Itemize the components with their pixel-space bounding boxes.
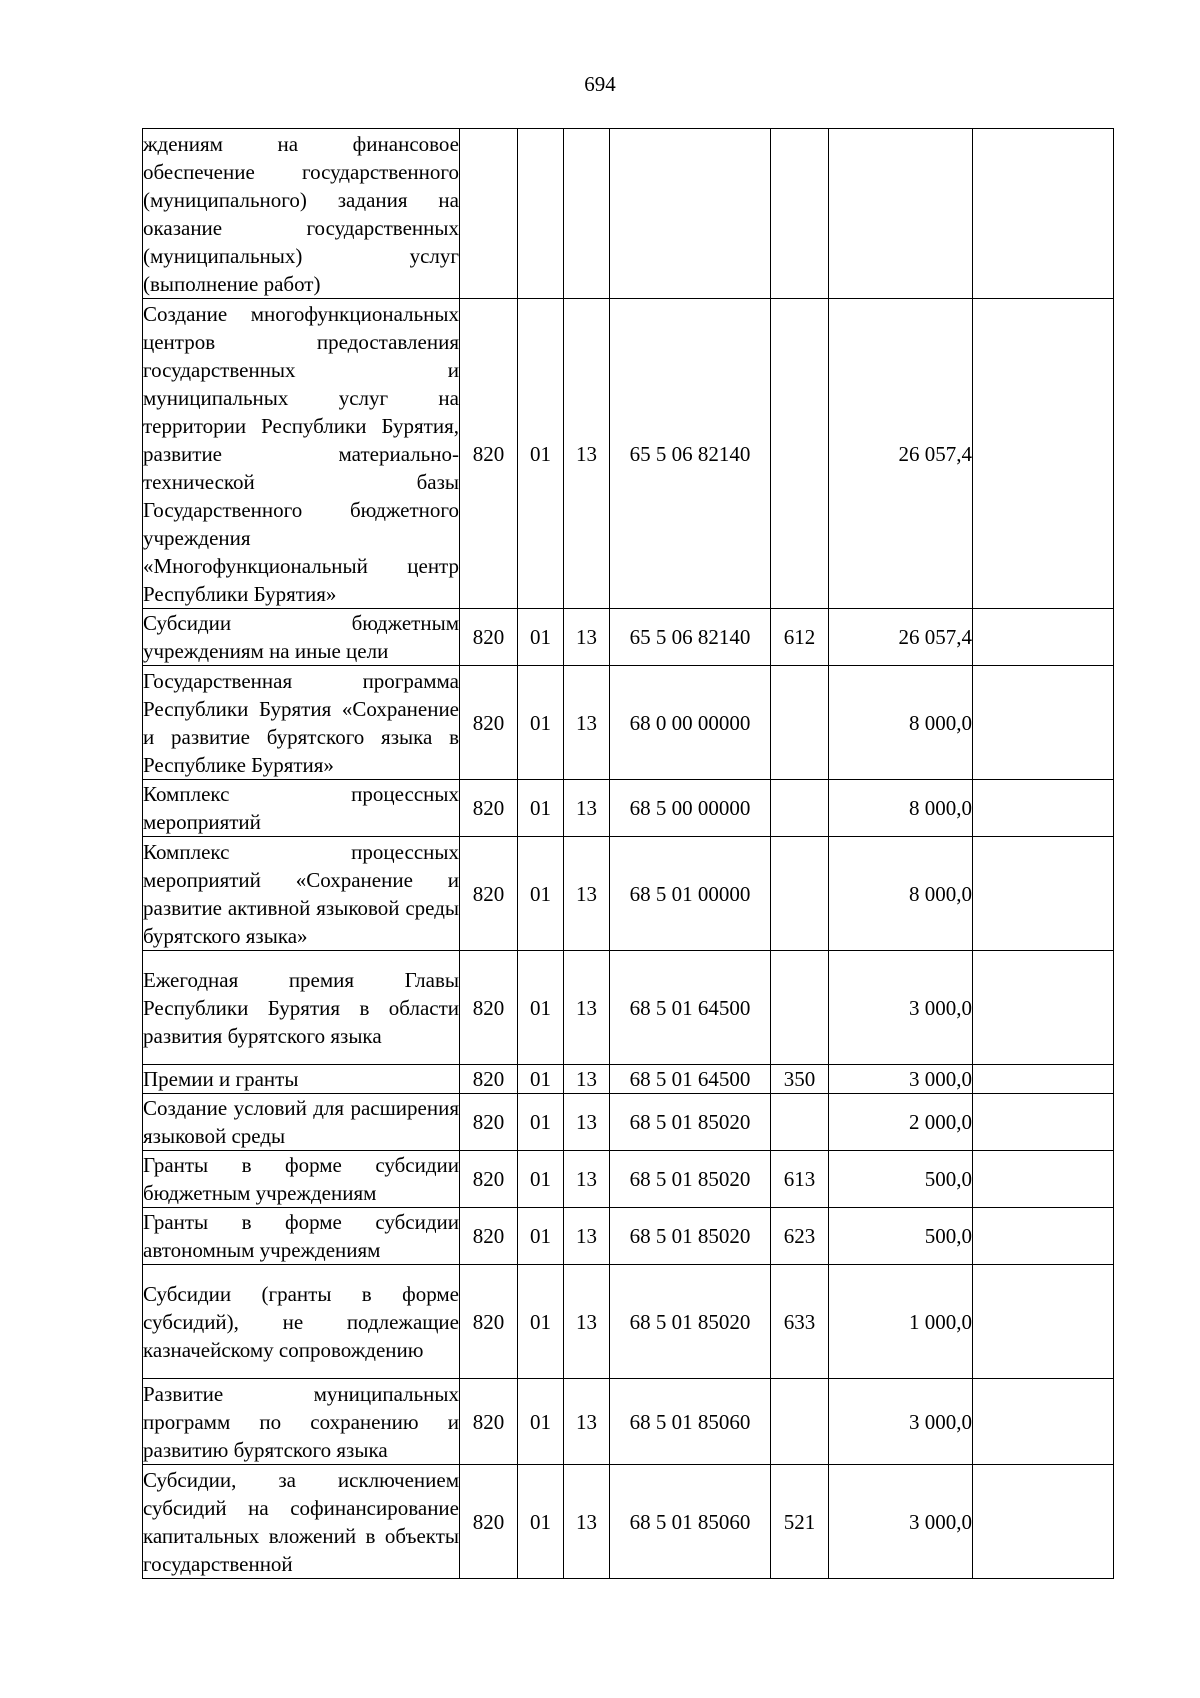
cell-vr [771,129,829,299]
cell-vr [771,780,829,837]
cell-extra [973,951,1114,1065]
row-name: Субсидии (гранты в форме субсидий), не подлежащие казначейскому сопровождению [143,1265,460,1379]
cell-rz [518,129,564,299]
cell-rz: 01 [518,1465,564,1579]
cell-ved [460,129,518,299]
cell-sum: 3 000,0 [829,1465,973,1579]
cell-sum: 8 000,0 [829,837,973,951]
cell-sum: 26 057,4 [829,609,973,666]
cell-ved: 820 [460,1151,518,1208]
cell-vr: 633 [771,1265,829,1379]
table-row [143,1151,1114,1208]
cell-rz: 01 [518,1094,564,1151]
cell-rz: 01 [518,780,564,837]
cell-rz: 01 [518,1208,564,1265]
cell-csr: 68 5 01 64500 [610,1065,771,1094]
cell-pr: 13 [564,1265,610,1379]
cell-csr [610,129,771,299]
cell-pr: 13 [564,780,610,837]
cell-ved: 820 [460,1265,518,1379]
cell-rz: 01 [518,837,564,951]
row-name: Ежегодная премия Главы Республики Бурятия в области развития бурятского языка [143,951,460,1065]
row-name: Комплекс процессных мероприятий [143,780,460,837]
row-name: Комплекс процессных мероприятий «Сохранение и развитие активной языковой среды бурятского языка» [143,837,460,951]
cell-extra [973,666,1114,780]
cell-extra [973,780,1114,837]
cell-pr: 13 [564,609,610,666]
cell-rz: 01 [518,1065,564,1094]
cell-sum: 1 000,0 [829,1265,973,1379]
cell-csr: 68 5 01 85020 [610,1208,771,1265]
row-name: Гранты в форме субсидии автономным учреждениям [143,1208,460,1265]
cell-csr: 68 5 01 85060 [610,1465,771,1579]
cell-ved: 820 [460,1065,518,1094]
table-row [143,1265,1114,1379]
cell-rz: 01 [518,666,564,780]
page-number: 694 [584,72,616,96]
table-row [143,1065,1114,1094]
cell-sum: 500,0 [829,1151,973,1208]
cell-vr: 623 [771,1208,829,1265]
cell-ved: 820 [460,837,518,951]
row-name: Создание многофункциональных центров предоставления государственных и муниципальных услуг на территории Республики Бурятия, развитие материально-технической базы Государственного бюджетного учреждения «Многофункциональный центр Республики Бурятия» [143,299,460,609]
cell-csr: 68 5 00 00000 [610,780,771,837]
cell-extra [973,1379,1114,1465]
cell-sum: 500,0 [829,1208,973,1265]
cell-rz: 01 [518,1379,564,1465]
table-row [143,1465,1114,1579]
budget-table [142,128,1114,1579]
cell-sum: 8 000,0 [829,666,973,780]
cell-extra [973,1094,1114,1151]
cell-extra [973,1265,1114,1379]
cell-pr: 13 [564,1379,610,1465]
row-name: Субсидии, за исключением субсидий на софинансирование капитальных вложений в объекты государственной [143,1465,460,1579]
cell-sum: 3 000,0 [829,951,973,1065]
cell-csr: 68 5 01 64500 [610,951,771,1065]
cell-sum: 3 000,0 [829,1065,973,1094]
cell-vr [771,1094,829,1151]
cell-csr: 65 5 06 82140 [610,299,771,609]
table-row [143,1208,1114,1265]
cell-csr: 68 5 01 85020 [610,1151,771,1208]
row-name: Гранты в форме субсидии бюджетным учреждениям [143,1151,460,1208]
cell-ved: 820 [460,1379,518,1465]
cell-extra [973,129,1114,299]
cell-pr: 13 [564,1094,610,1151]
cell-sum: 26 057,4 [829,299,973,609]
table-row [143,129,1114,299]
cell-pr: 13 [564,299,610,609]
cell-vr [771,1379,829,1465]
row-name: ждениям на финансовое обеспечение государственного (муниципального) задания на оказание государственных (муниципальных) услуг (выполнение работ) [143,129,460,299]
row-name: Государственная программа Республики Бурятия «Сохранение и развитие бурятского языка в Республике Бурятия» [143,666,460,780]
cell-rz: 01 [518,299,564,609]
cell-sum: 3 000,0 [829,1379,973,1465]
cell-rz: 01 [518,1151,564,1208]
cell-pr [564,129,610,299]
row-name: Развитие муниципальных программ по сохранению и развитию бурятского языка [143,1379,460,1465]
cell-ved: 820 [460,780,518,837]
cell-vr [771,951,829,1065]
cell-extra [973,1151,1114,1208]
cell-pr: 13 [564,1065,610,1094]
cell-vr: 521 [771,1465,829,1579]
cell-extra [973,609,1114,666]
cell-sum: 8 000,0 [829,780,973,837]
table-row [143,837,1114,951]
cell-ved: 820 [460,609,518,666]
table-row [143,780,1114,837]
cell-ved: 820 [460,299,518,609]
cell-ved: 820 [460,1465,518,1579]
cell-vr: 612 [771,609,829,666]
cell-rz: 01 [518,1265,564,1379]
cell-rz: 01 [518,951,564,1065]
table-row [143,1379,1114,1465]
cell-pr: 13 [564,1151,610,1208]
cell-pr: 13 [564,666,610,780]
cell-csr: 68 0 00 00000 [610,666,771,780]
cell-vr [771,299,829,609]
table-row [143,666,1114,780]
cell-extra [973,837,1114,951]
cell-pr: 13 [564,837,610,951]
cell-ved: 820 [460,1094,518,1151]
cell-vr [771,666,829,780]
cell-ved: 820 [460,666,518,780]
table-row [143,609,1114,666]
row-name: Субсидии бюджетным учреждениям на иные цели [143,609,460,666]
cell-pr: 13 [564,1208,610,1265]
cell-sum: 2 000,0 [829,1094,973,1151]
cell-ved: 820 [460,1208,518,1265]
cell-extra [973,1065,1114,1094]
cell-vr: 613 [771,1151,829,1208]
table-row [143,951,1114,1065]
cell-sum [829,129,973,299]
cell-ved: 820 [460,951,518,1065]
table-row [143,299,1114,609]
cell-vr: 350 [771,1065,829,1094]
cell-csr: 68 5 01 85020 [610,1094,771,1151]
cell-csr: 68 5 01 00000 [610,837,771,951]
cell-extra [973,1465,1114,1579]
cell-rz: 01 [518,609,564,666]
cell-csr: 65 5 06 82140 [610,609,771,666]
cell-csr: 68 5 01 85060 [610,1379,771,1465]
cell-csr: 68 5 01 85020 [610,1265,771,1379]
table-row [143,1094,1114,1151]
cell-extra [973,299,1114,609]
row-name: Создание условий для расширения языковой среды [143,1094,460,1151]
row-name: Премии и гранты [143,1065,460,1094]
cell-vr [771,837,829,951]
cell-pr: 13 [564,951,610,1065]
cell-pr: 13 [564,1465,610,1579]
cell-extra [973,1208,1114,1265]
